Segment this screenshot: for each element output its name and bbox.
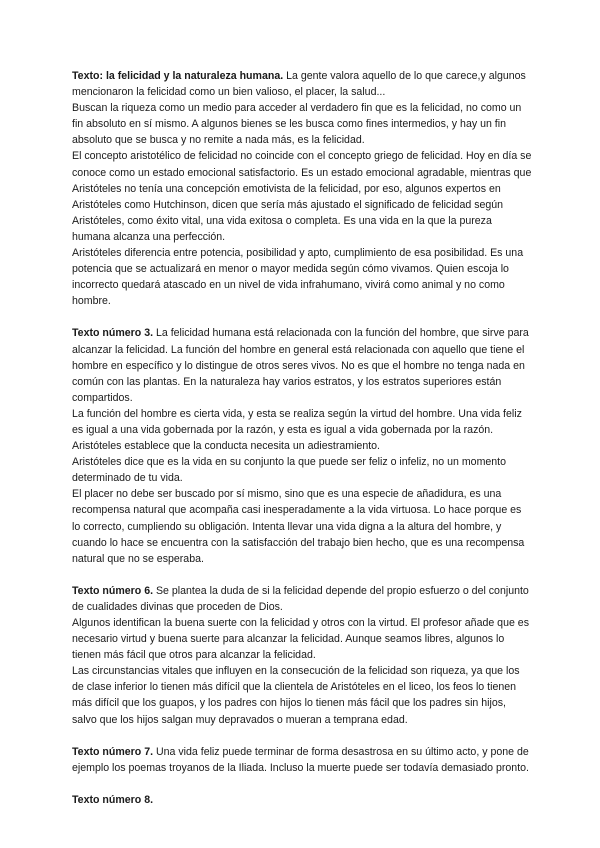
paragraph: Algunos identifican la buena suerte con la felicidad y otros con la virtud. El profesor añade que es necesario virtud y buena suerte para alcanzar la felicidad. Aunque seamos libres, algunos lo tienen más fácil que otros para alcanzar la felicidad. [72,617,529,662]
section-texto-8 [72,792,532,808]
paragraph: El placer no debe ser buscado por sí mismo, sino que es una especie de añadidura, es una recompensa natural que acompaña casi inesperadamente a la vida virtuosa. Lo hace porque es lo correcto, cumpliendo su obligación. Intenta llevar una vida digna a la altura del hombre, y cuando lo hace se encuentra con la satisfacción del trabajo bien hecho, que es una recompensa natural que no se esperaba. [72,488,525,565]
paragraph [72,583,532,615]
section-felicidad-naturaleza [72,68,532,309]
paragraph-text: Una vida feliz puede terminar de forma desastrosa en su último acto, y pone de ejemplo los poemas troyanos de la Iliada. Incluso la muerte puede ser todavía demasiado pronto. [72,745,529,774]
section-texto-6 [72,583,532,728]
section-texto-7 [72,744,532,776]
paragraph: El concepto aristotélico de felicidad no coincide con el concepto griego de felicidad. Hoy en día se conoce como un estado emocional satisfactorio. Es un estado emocional agradable, mientras que Aristóteles no tenía una concepción emotivista de la felicidad, por eso, algunos expertos en Aristóteles como Hutchinson, dicen que sería más ajustado el significado de felicidad según Aristóteles, como éxito vital, una vida exitosa o completa. Es una vida en la que la pureza humana alcanza una perfección. [72,150,532,243]
section-heading: Texto número 8. [72,793,154,806]
paragraph-text: Se plantea la duda de si la felicidad depende del propio esfuerzo o del conjunto de cualidades divinas que proceden de Dios. [72,584,529,613]
section-heading: Texto número 6. [72,584,154,597]
section-heading: Texto número 3. [72,327,154,340]
paragraph: Aristóteles dice que es la vida en su conjunto la que puede ser feliz o infeliz, no un momento determinado de tu vida. [72,456,507,485]
paragraph [72,325,532,405]
paragraph: Buscan la riqueza como un medio para acceder al verdadero fin que es la felicidad, no como un fin absoluto en sí mismo. A algunos bienes se les busca como fines intermedios, y hay un fin absoluto que se busca y no remite a nada más, es la felicidad. [72,102,522,147]
paragraph-text: La gente valora aquello de lo que carece,y algunos mencionaron la felicidad como un bien valioso, el placer, la salud... [72,70,526,99]
document-page [72,68,532,824]
paragraph [72,792,532,808]
section-heading: Texto número 7. [72,745,154,758]
section-heading: Texto: la felicidad y la naturaleza humana. [72,70,284,82]
paragraph: La función del hombre es cierta vida, y esta se realiza según la virtud del hombre. Una vida feliz es igual a una vida gobernada por la razón, y esta es igual a vida gobernada por la razón. Aristóteles establece que la conducta necesita un adiestramiento. [72,407,522,453]
paragraph: Las circunstancias vitales que influyen en la consecución de la felicidad son riqueza, ya que los de clase inferior lo tienen más difícil que la clientela de Aristóteles en el liceo, los feos lo tienen más difícil que los guapos, y los padres con hijos lo tienen más fácil que los padres sin hijos, salvo que los hijos salgan muy depravados o mueran a temprana edad. [72,665,520,726]
paragraph [72,68,532,100]
paragraph: Aristóteles diferencia entre potencia, posibilidad y apto, cumplimiento de esa posibilidad. Es una potencia que se actualizará en menor o mayor medida según cómo vivamos. Quien escoja lo incorrecto quedará atascado en un nivel de vida infrahumano, vivirá como animal y no como hombre. [72,247,524,308]
section-texto-3 [72,325,532,566]
paragraph-text: La felicidad humana está relacionada con la función del hombre, que sirve para alcanzar la felicidad. La función del hombre en general está relacionada con aquello que tiene el hombre en específico y lo distingue de otros seres vivos. No es que el hombre no tenga nada en común con las plantas. En la naturaleza hay varios estratos, y los estratos superiores están compartidos. [72,327,529,404]
paragraph [72,744,532,776]
